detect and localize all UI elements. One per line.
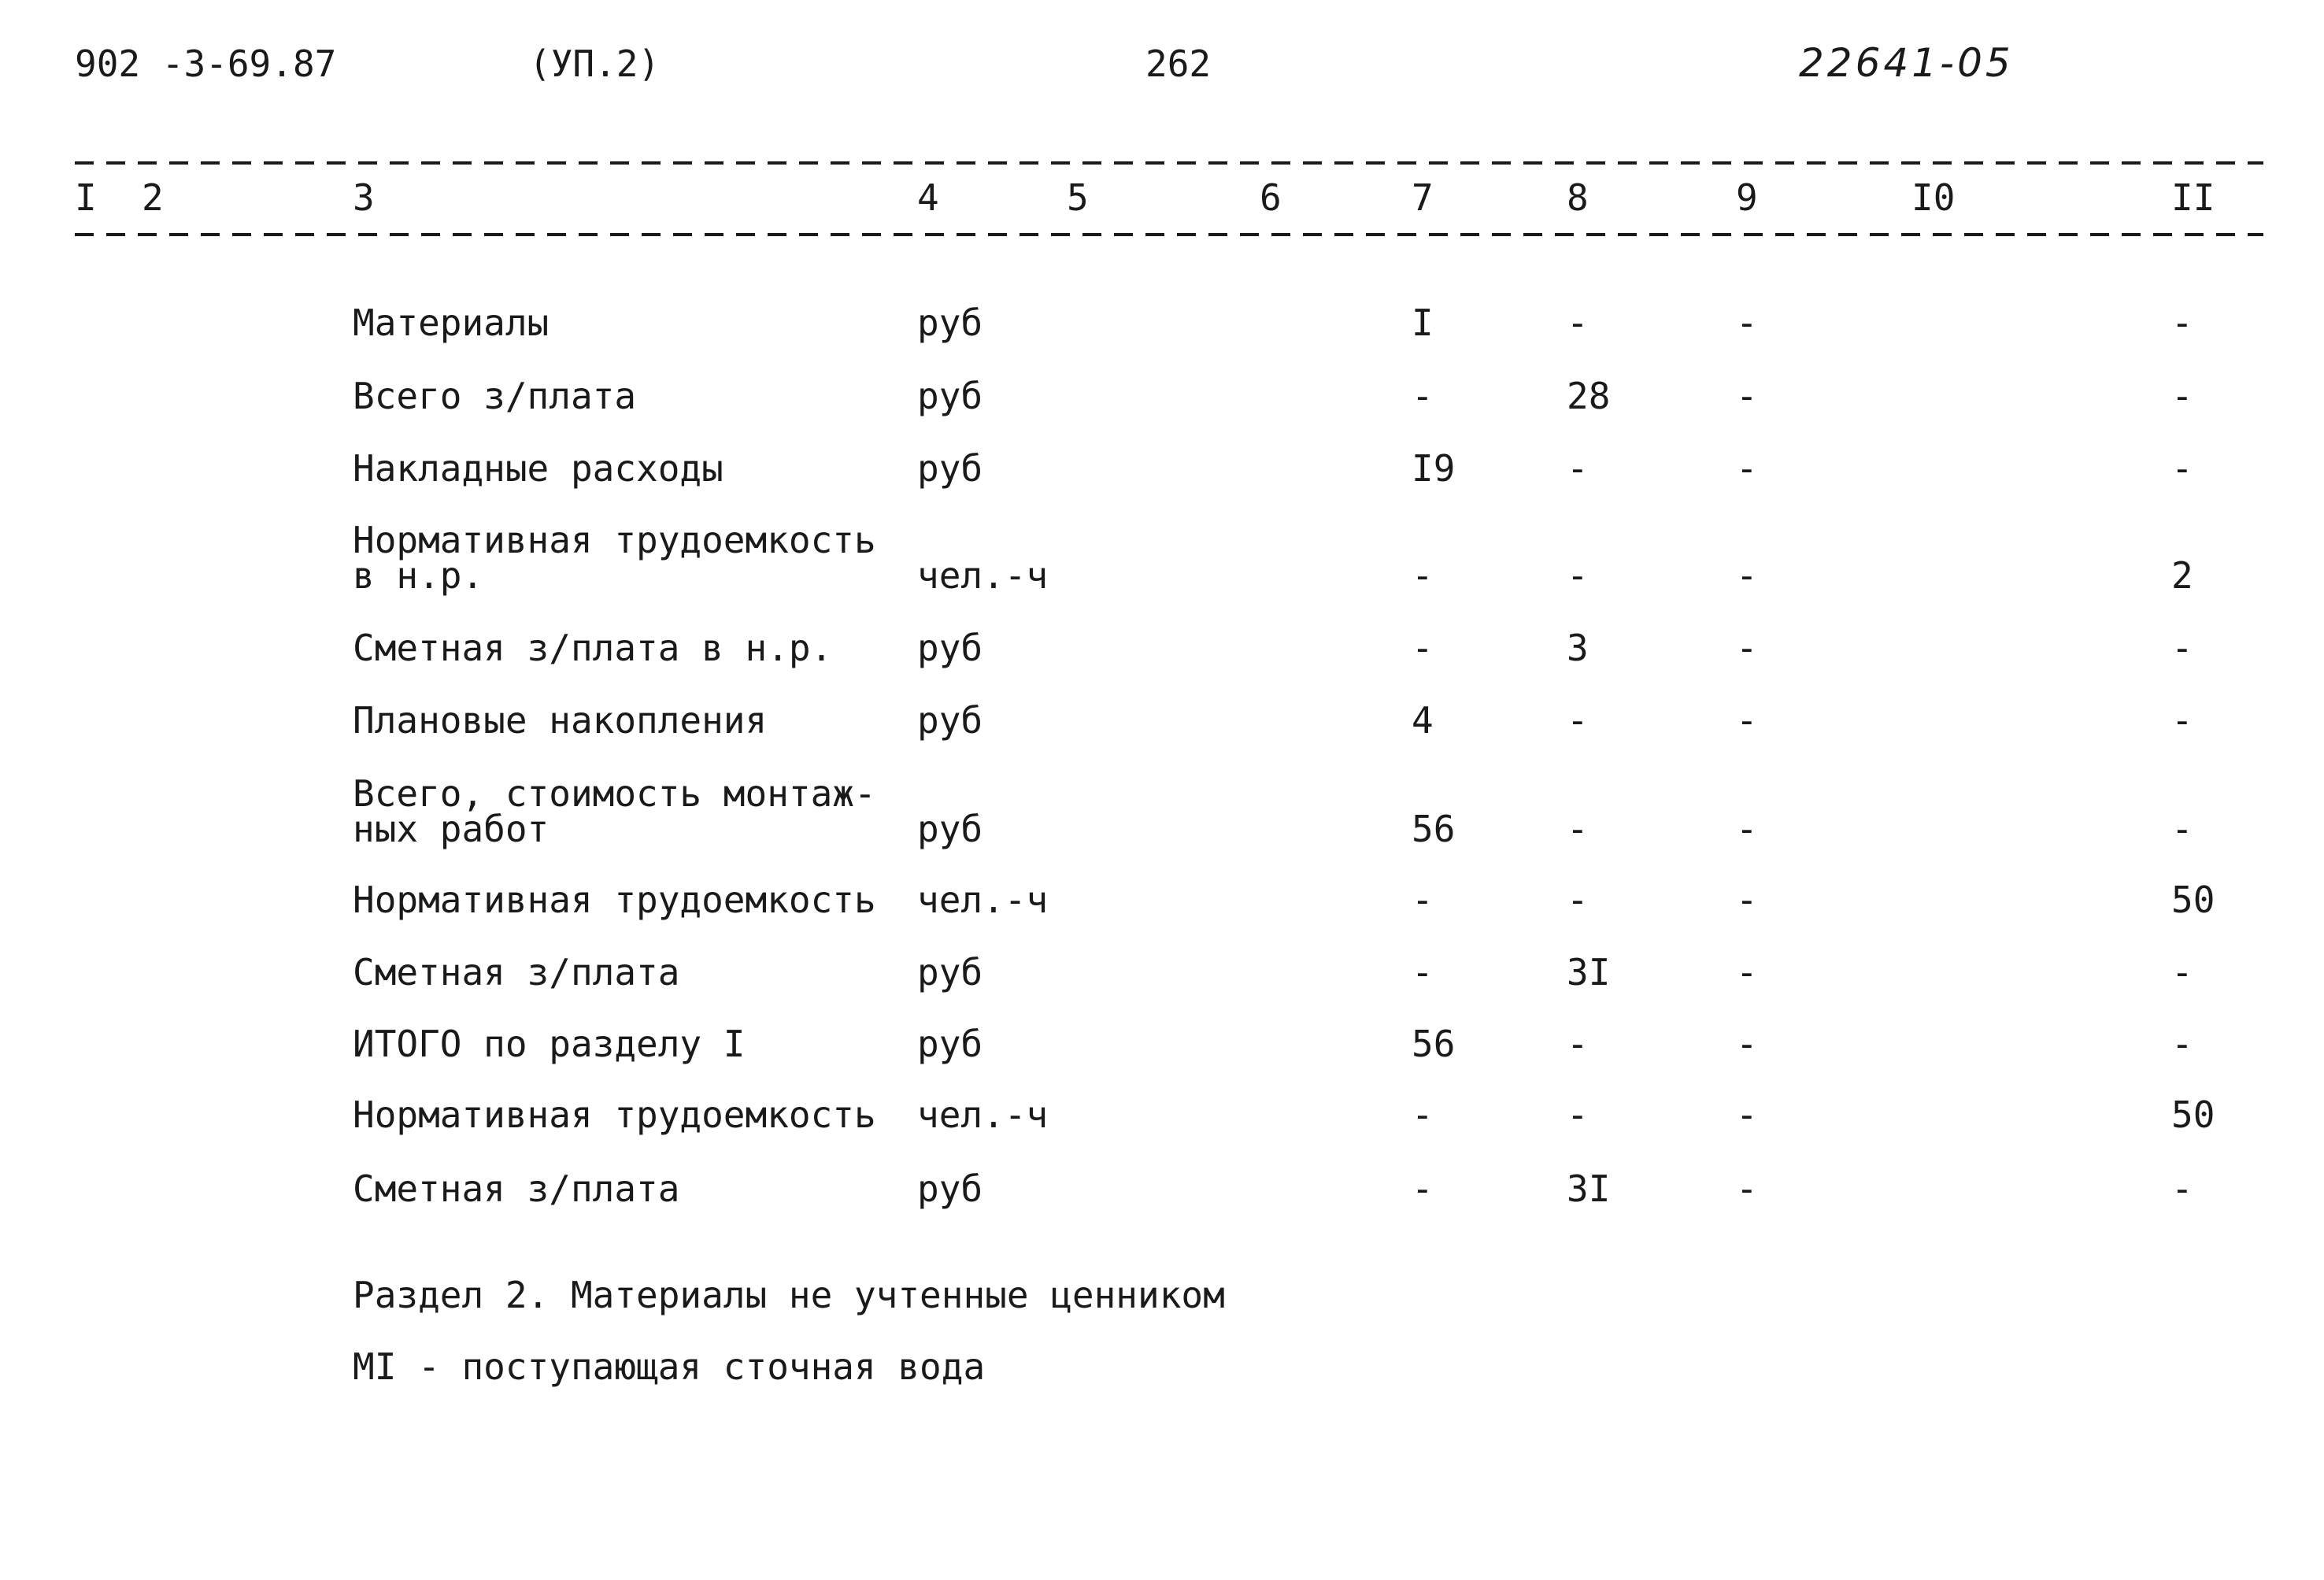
row-unit: руб <box>917 375 983 417</box>
row-col11: - <box>2171 951 2193 994</box>
row-col8: - <box>1567 808 1589 850</box>
row-col11: - <box>2171 302 2193 344</box>
column-number-1: I <box>75 176 97 219</box>
row-col9: - <box>1736 808 1758 850</box>
row-col9: - <box>1736 554 1758 597</box>
row-unit: руб <box>917 699 983 742</box>
row-col7: - <box>1412 879 1434 921</box>
row-col9: - <box>1736 302 1758 344</box>
row-col9: - <box>1736 1023 1758 1065</box>
row-col8: - <box>1567 447 1589 490</box>
row-unit: руб <box>917 302 983 344</box>
row-col11: - <box>2171 808 2193 850</box>
column-number-11: II <box>2171 176 2215 219</box>
column-number-7: 7 <box>1412 176 1434 219</box>
column-number-2: 2 <box>142 176 164 219</box>
row-unit: чел.-ч <box>917 554 1049 597</box>
row-name: Сметная з/плата <box>353 1167 680 1210</box>
column-number-4: 4 <box>917 176 939 219</box>
row-name: ИТОГО по разделу I <box>353 1023 746 1065</box>
row-name: Материалы <box>353 302 550 344</box>
section-title: Раздел 2. Материалы не учтенные ценником <box>353 1274 1225 1316</box>
row-col8: 3 <box>1567 627 1589 669</box>
row-unit: руб <box>917 447 983 490</box>
row-col11: 50 <box>2171 879 2215 921</box>
row-name-line2: ных работ <box>353 808 550 850</box>
row-col7: - <box>1412 627 1434 669</box>
row-col7: - <box>1412 1167 1434 1210</box>
row-col9: - <box>1736 699 1758 742</box>
row-col8: 3I <box>1567 1167 1611 1210</box>
row-col7: 56 <box>1412 1023 1456 1065</box>
row-col7: I <box>1412 302 1434 344</box>
row-name: Сметная з/плата в н.р. <box>353 627 833 669</box>
row-col11: 2 <box>2171 554 2193 597</box>
row-unit: чел.-ч <box>917 1093 1049 1136</box>
row-col7: - <box>1412 951 1434 994</box>
row-name: Всего з/плата <box>353 375 637 417</box>
row-col9: - <box>1736 375 1758 417</box>
row-col9: - <box>1736 1093 1758 1136</box>
row-col8: 3I <box>1567 951 1611 994</box>
row-col11: - <box>2171 375 2193 417</box>
row-col8: - <box>1567 1023 1589 1065</box>
row-unit: руб <box>917 808 983 850</box>
row-name: Накладные расходы <box>353 447 723 490</box>
column-number-6: 6 <box>1260 176 1282 219</box>
top-dashed-rule <box>75 161 2263 165</box>
row-name-line2: в н.р. <box>353 554 484 597</box>
row-name-line1: Всего, стоимость монтаж- <box>353 772 876 815</box>
row-col11: - <box>2171 1167 2193 1210</box>
row-col7: - <box>1412 1093 1434 1136</box>
row-col8: 28 <box>1567 375 1611 417</box>
column-number-10: I0 <box>1911 176 1956 219</box>
row-col11: - <box>2171 1023 2193 1065</box>
section-item: МI - поступающая сточная вода <box>353 1345 986 1388</box>
row-col11: - <box>2171 627 2193 669</box>
row-col11: - <box>2171 447 2193 490</box>
row-col8: - <box>1567 302 1589 344</box>
row-unit: чел.-ч <box>917 879 1049 921</box>
page-number: 262 <box>1145 43 1212 85</box>
row-name: Плановые накопления <box>353 699 768 742</box>
row-name: Нормативная трудоемкость <box>353 879 876 921</box>
row-name-line1: Нормативная трудоемкость <box>353 519 876 561</box>
row-col9: - <box>1736 447 1758 490</box>
row-col9: - <box>1736 627 1758 669</box>
row-col7: 4 <box>1412 699 1434 742</box>
row-col7: 56 <box>1412 808 1456 850</box>
row-col7: - <box>1412 375 1434 417</box>
row-col9: - <box>1736 879 1758 921</box>
row-col8: - <box>1567 879 1589 921</box>
row-unit: руб <box>917 1167 983 1210</box>
row-col9: - <box>1736 951 1758 994</box>
row-unit: руб <box>917 1023 983 1065</box>
handwritten-code: 22641-05 <box>1799 40 2014 86</box>
row-col7: I9 <box>1412 447 1456 490</box>
column-number-8: 8 <box>1567 176 1589 219</box>
document-number: 902 -3-69.87 <box>75 43 337 85</box>
column-number-9: 9 <box>1736 176 1758 219</box>
row-col11: 50 <box>2171 1093 2215 1136</box>
row-name: Сметная з/плата <box>353 951 680 994</box>
bottom-dashed-rule <box>75 233 2263 236</box>
row-name: Нормативная трудоемкость <box>353 1093 876 1136</box>
row-col7: - <box>1412 554 1434 597</box>
row-unit: руб <box>917 951 983 994</box>
album-code: (УП.2) <box>529 43 661 85</box>
row-col9: - <box>1736 1167 1758 1210</box>
row-col8: - <box>1567 1093 1589 1136</box>
row-unit: руб <box>917 627 983 669</box>
row-col8: - <box>1567 554 1589 597</box>
column-number-3: 3 <box>353 176 375 219</box>
column-number-5: 5 <box>1067 176 1089 219</box>
row-col11: - <box>2171 699 2193 742</box>
row-col8: - <box>1567 699 1589 742</box>
